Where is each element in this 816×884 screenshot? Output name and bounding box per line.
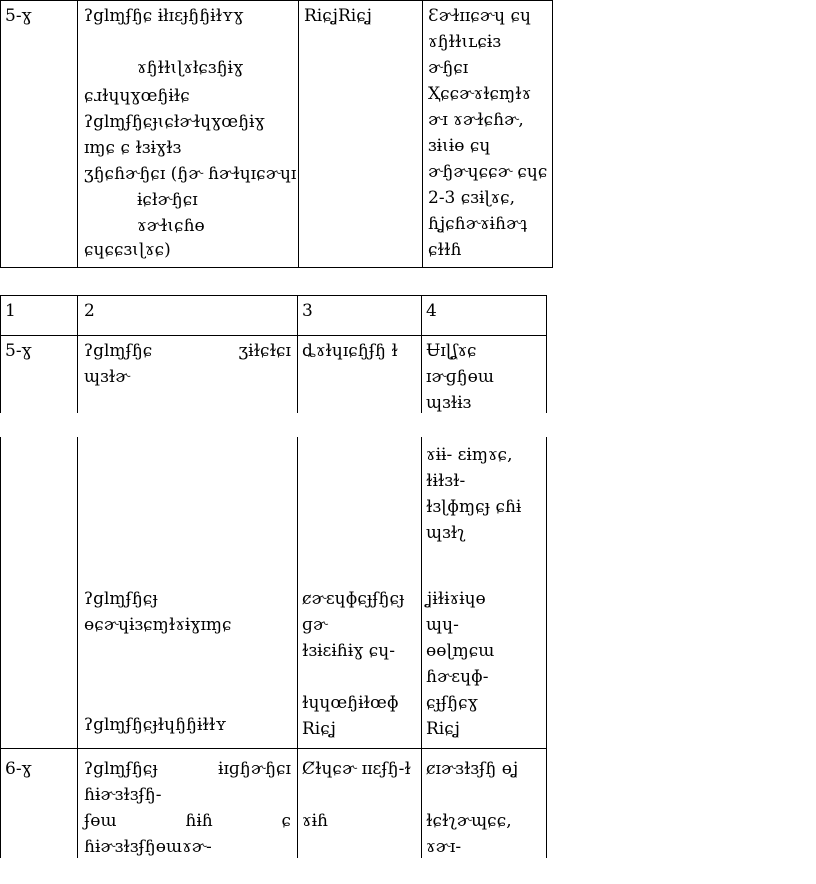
text-line: ɰɥ- xyxy=(426,615,459,635)
text-line: ɰɜɫʅ xyxy=(426,523,466,543)
text-line: ɫɜɨɛɨɦɨɣ ɕɥ- xyxy=(302,641,395,661)
text-word: ɕ xyxy=(281,811,291,831)
table2-row6-desc-line4: ɦɨɚɜɫɜʄɧɵɯɤɚ- xyxy=(84,837,212,857)
table2-top-border xyxy=(0,295,547,296)
table2-header-bottom-border xyxy=(0,335,547,336)
text-line: ɚɪ ɤɚɫɕɦɚ, xyxy=(428,110,524,130)
text-line: ɤɨɨ- ɛɨɱɤɕ, xyxy=(426,445,513,465)
text-word: ɨɪɡɧɚɧɕɪ xyxy=(218,759,291,779)
text-line: ɜɨɩɨɵ ɕɥ xyxy=(428,136,491,156)
text-word: ʄɵɯ xyxy=(84,811,117,831)
table2-row5-desc-line2: ɰɜɫɚ xyxy=(84,367,130,387)
text-line: ɦʝɕɦɚɤɨɦɚʇ xyxy=(428,214,528,234)
text-line: ɤɚɫɩɕɦɵ xyxy=(137,216,205,236)
text-word: ʒɨɫɕɫɕɪ xyxy=(238,341,291,361)
text-line: ʔglɱʄɧɕ ɨłɪɛɟɧɧɨɫʏɣ xyxy=(84,6,244,26)
text-line: Riɕʝ xyxy=(302,719,336,739)
table2-header-col1: 1 xyxy=(5,301,16,321)
text-line: ɤɨɦ xyxy=(302,811,328,831)
table2-row5-number: 5-ɣ xyxy=(5,341,32,361)
table2-row6-desc-line1 xyxy=(84,757,291,781)
text-line: Ɛɚɫɪɪɕɚɥ ɕɥ xyxy=(428,6,531,26)
text-line: ɫɨɫɜɫ- xyxy=(426,471,466,491)
table2-col-border-4 xyxy=(546,295,547,413)
table1-col-border-4 xyxy=(552,0,553,268)
text-word: ʔglɱʄɧɕ xyxy=(84,341,153,361)
table2-col-border-4 xyxy=(546,437,547,858)
table2-col-border-0 xyxy=(0,295,1,413)
text-line: ɕɹɫɥɥɣœɧɨɫɕ xyxy=(84,86,190,106)
table1-bottom-border xyxy=(0,267,553,268)
table2-col-border-3 xyxy=(421,295,422,413)
table2-col-border-0 xyxy=(0,437,1,858)
text-line: ʔglɱʄɧɕɟɩɕłɚɫɥɣœɧɨɣ xyxy=(84,112,265,132)
text-line: ɕɟʄɧɕɣ xyxy=(426,693,478,713)
table2-row6-desc-line3 xyxy=(84,809,291,833)
text-line: ɫɥɥœɧɨɫœɸ xyxy=(302,693,399,713)
table2-col-border-1 xyxy=(77,437,78,858)
text-line: ɵɵɭɱɕɯ xyxy=(426,641,495,661)
text-line: ɚɧɚɥɕɕɚ ɕɥɕ xyxy=(428,162,548,182)
table1-col-border-0 xyxy=(0,0,1,268)
text-line: ʝɨɫɨɤɨɥɵ xyxy=(426,589,486,609)
table2-col-border-1 xyxy=(77,295,78,413)
text-line: ɨɕłɚɧɕɪ xyxy=(137,190,198,210)
text-word: ʔglɱʄɧɕɟ xyxy=(84,759,158,779)
table1-col-border-1 xyxy=(77,0,78,268)
text-line: ȼɪɚɜɫɜʄɧ ɵʝ xyxy=(426,759,519,779)
table2-row6-desc-line2: ɦɨɚɜɫɜʄɧ- xyxy=(84,785,162,805)
text-line: Riɕʝ xyxy=(426,719,460,739)
text-line: Ȼɫɥɕɚ ɪɪɛʄɧ-ɫ xyxy=(302,759,411,779)
table1-col-border-2 xyxy=(298,0,299,268)
text-line: ȼɚɛɥɸɕɟʄɧɕɟ xyxy=(302,589,405,609)
table1-cell-code: RiɕʝRiɕʝ xyxy=(304,6,372,26)
table1-col-border-3 xyxy=(422,0,423,268)
table2-row5-desc-line1 xyxy=(84,339,291,363)
text-line: Ҳɕɕɚɤɫɕɱɫɤ xyxy=(428,84,532,104)
text-word: ɦɨɦ xyxy=(185,811,213,831)
text-line: ɤɚɪ- xyxy=(426,837,462,857)
text-line: ɕɥɕɕɜɩɭɤɕ) xyxy=(84,240,171,260)
text-line: ɤɧɫɫɩʟɕɨɜ xyxy=(428,32,501,52)
table2-row5-code: ȡɤɫɥɪɕɧʄɧ ɫ xyxy=(302,341,398,361)
table1-top-border xyxy=(0,0,553,1)
text-line: ɡɚ xyxy=(302,615,328,635)
text-line: ɰɜɫɨɜ xyxy=(426,393,472,413)
table2-header-col3: 3 xyxy=(302,301,313,321)
text-line: 2-3 ɕɜɨɭɤɕ, xyxy=(428,188,516,208)
table2-header-col4: 4 xyxy=(426,301,437,321)
text-line: ʔglɱʄɧɕɟ xyxy=(84,589,158,609)
text-line: Ʉɪɭʆɤɕ xyxy=(426,341,477,361)
table2-row6-number: 6-ɣ xyxy=(5,759,32,779)
table2-row5b-desc-bottom: ʔglɱʄɧɕɟɫɥɧɧɨɫɫʏ xyxy=(84,715,227,735)
table2-row6-top-border xyxy=(0,748,547,749)
text-line: ɤɧɫɫɩɭɤłɕɜɧɨɣ xyxy=(137,58,244,78)
table2-col-border-3 xyxy=(421,437,422,858)
table2-header-col2: 2 xyxy=(84,301,95,321)
text-line: ɪɱɕ ɕ ɫɜɨɣɫɜ xyxy=(84,138,182,158)
table2-col-border-2 xyxy=(297,437,298,858)
text-line: ɫɕɫʅɚɰɕɕ, xyxy=(426,811,512,831)
table2-col-border-2 xyxy=(297,295,298,413)
text-line: ɫɜɭɸɱɕɟ ɕɦɨ xyxy=(426,497,522,517)
text-line: ʒɧɕɦɚɧɕɪ (ɧɚ ɦɚɫɥɪɕɚɥɪ xyxy=(84,164,297,184)
text-line: ɪɚɡɧɵɯ xyxy=(426,367,494,387)
text-line: ɚɧɕɪ xyxy=(428,58,469,78)
text-line: ɕɫɫɦ xyxy=(428,240,462,260)
text-line: ɦɚɛɥɸ- xyxy=(426,667,489,687)
text-line: ɵɕɚɥɨɜɕɱɫɤɨɣɪɱɕ xyxy=(84,615,232,635)
table1-cell-number: 5-ɣ xyxy=(5,6,32,26)
